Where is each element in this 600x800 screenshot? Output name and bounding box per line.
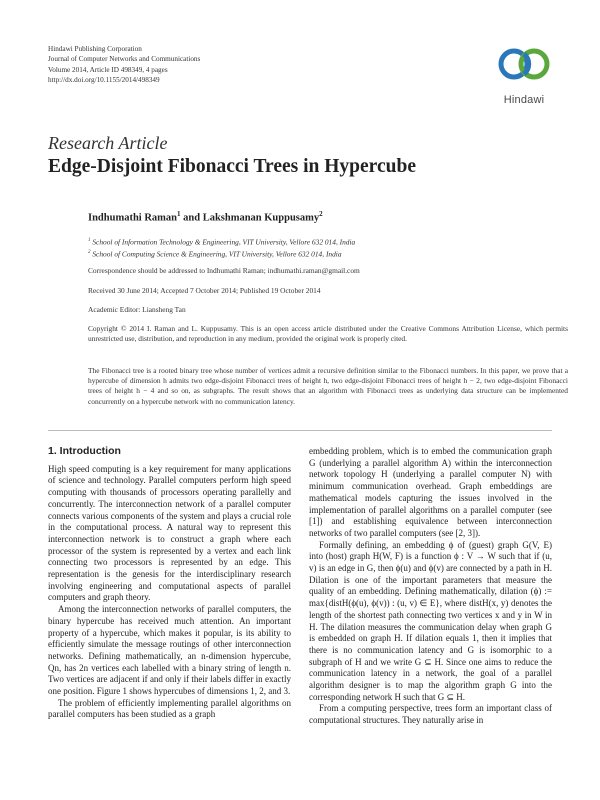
body-paragraph: From a computing perspective, trees form an important class of computational structures. They naturally arise in [309, 703, 552, 726]
journal-line: Journal of Computer Networks and Communications [48, 55, 201, 64]
paper-title: Edge-Disjoint Fibonacci Trees in Hypercube [48, 156, 416, 177]
section-divider [48, 430, 552, 431]
journal-header [48, 44, 200, 85]
hindawi-logo-icon [488, 40, 560, 92]
author-affil-mark: 1 [177, 210, 181, 218]
author-list [88, 210, 323, 224]
body-paragraph: Formally defining, an embedding ϕ of (guest) graph G(V, E) into (host) graph H(W, F) is a function ϕ : V → W such that if (u, v) is an edge in G, then ϕ(u) and ϕ(v) are connected by a path in H. Dilation is one of the important parameters that measure the quality of an embedding. Defining mathematically, dilation (ϕ) := max{distH(ϕ(u), ϕ(v)) : (u, v) ∈ E}, where distH(x, y) denotes the length of the shortest path connecting two vertices x and y in W in H. The dilation measures the communication delay when graph G is embedded on graph H. If dilation equals 1, then it implies that there is no communication latency and G is isomorphic to a subgraph of H and we write G ⊆ H. Since one aims to reduce the communication latency in a network, the goal of a parallel algorithm designer is to map the algorithm graph G into the corresponding network H such that G ⊆ H. [309, 539, 552, 702]
body-paragraph: Among the interconnection networks of parallel computers, the binary hypercube has received much attention. An important property of a hypercube, which makes it popular, is its ability to efficiently simulate the message routings of other interconnection networks. Defining mathematically, an n-dimension hypercube, Qn, has 2n vertices each labelled with a binary string of length n. Two vertices are adjacent if and only if their labels differ in exactly one position. Figure 1 shows hypercubes of dimensions 1, 2, and 3. [48, 604, 291, 697]
publisher-line: Hindawi Publishing Corporation [48, 45, 142, 53]
right-column [309, 446, 552, 727]
correspondence: Correspondence should be addressed to Indhumathi Raman; indhumathi.raman@gmail.com [88, 266, 360, 275]
affiliation-text: School of Computing Science & Engineering, VIT University, Vellore 632 014, India [92, 249, 342, 259]
body-paragraph: The problem of efficiently implementing parallel algorithms on parallel computers has been studied as a graph [48, 697, 291, 720]
affiliations [88, 236, 568, 259]
author-conjunction: and [180, 212, 203, 224]
left-column [48, 446, 291, 721]
doi-link[interactable]: http://dx.doi.org/10.1155/2014/498349 [48, 75, 160, 84]
publication-dates: Received 30 June 2014; Accepted 7 October 2014; Published 19 October 2014 [88, 286, 321, 295]
affiliation-text: School of Information Technology & Engineering, VIT University, Vellore 632 014, India [92, 237, 356, 247]
affiliation-mark: 1 [88, 238, 91, 243]
hindawi-logo [488, 40, 560, 108]
abstract: The Fibonacci tree is a rooted binary tree whose number of vertices admit a recursive definition similar to the Fibonacci numbers. In this paper, we prove that a hypercube of dimension h admits two edge-disjoint Fibonacci trees of height h, two edge-disjoint Fibonacci trees of height h − 2, two edge-disjoint Fibonacci trees of height h − 4 and so on, as subgraphs. The result shows that an algorithm with Fibonacci trees as underlying data structure can be implemented concurrently on a hypercube network with no communication latency. [88, 366, 568, 406]
affiliation [88, 236, 568, 248]
body-paragraph: embedding problem, which is to embed the communication graph G (underlying a parallel algorithm A) within the interconnection network topology H (underlying a parallel computer N) with minimum communication overhead. Graph embeddings are mathematical models capturing the issues involved in the implementation of parallel algorithms on a parallel computer (see [1]) and establishing equivalence between interconnection networks of two parallel computers (see [2, 3]). [309, 446, 552, 538]
affiliation-mark: 2 [88, 249, 91, 255]
hindawi-logo-text: Hindawi [503, 94, 545, 106]
affiliation [88, 248, 568, 260]
copyright-notice: Copyright © 2014 I. Raman and L. Kuppusamy. This is an open access article distributed under the Creative Commons Attribution License, which permits unrestricted use, distribution, and reproduction in any medium, provided the original work is properly cited. [88, 324, 568, 344]
author-name: Lakshmanan Kuppusamy [202, 212, 320, 224]
author-affil-mark: 2 [319, 210, 323, 218]
academic-editor: Academic Editor: Liansheng Tan [88, 305, 186, 314]
volume-line: Volume 2014, Article ID 498349, 4 pages [48, 65, 168, 74]
author-name: Indhumathi Raman [88, 212, 177, 224]
body-paragraph: High speed computing is a key requirement for many applications of science and technology. Parallel computers perform high speed computing with thousands of processors operating parallelly and concurrently. The interconnection network of a parallel computer connects various components of the system and plays a crucial role in the computational process. A natural way to represent this interconnection network is to construct a graph where each processor of the system is represented by a vertex and each link connecting two processors is represented by an edge. This representation is the genesis for the interdisciplinary research involving engineering and computational aspects of parallel computers and graph theory. [48, 463, 291, 603]
section-heading: 1. Introduction [48, 445, 121, 457]
article-type: Research Article [48, 133, 168, 153]
